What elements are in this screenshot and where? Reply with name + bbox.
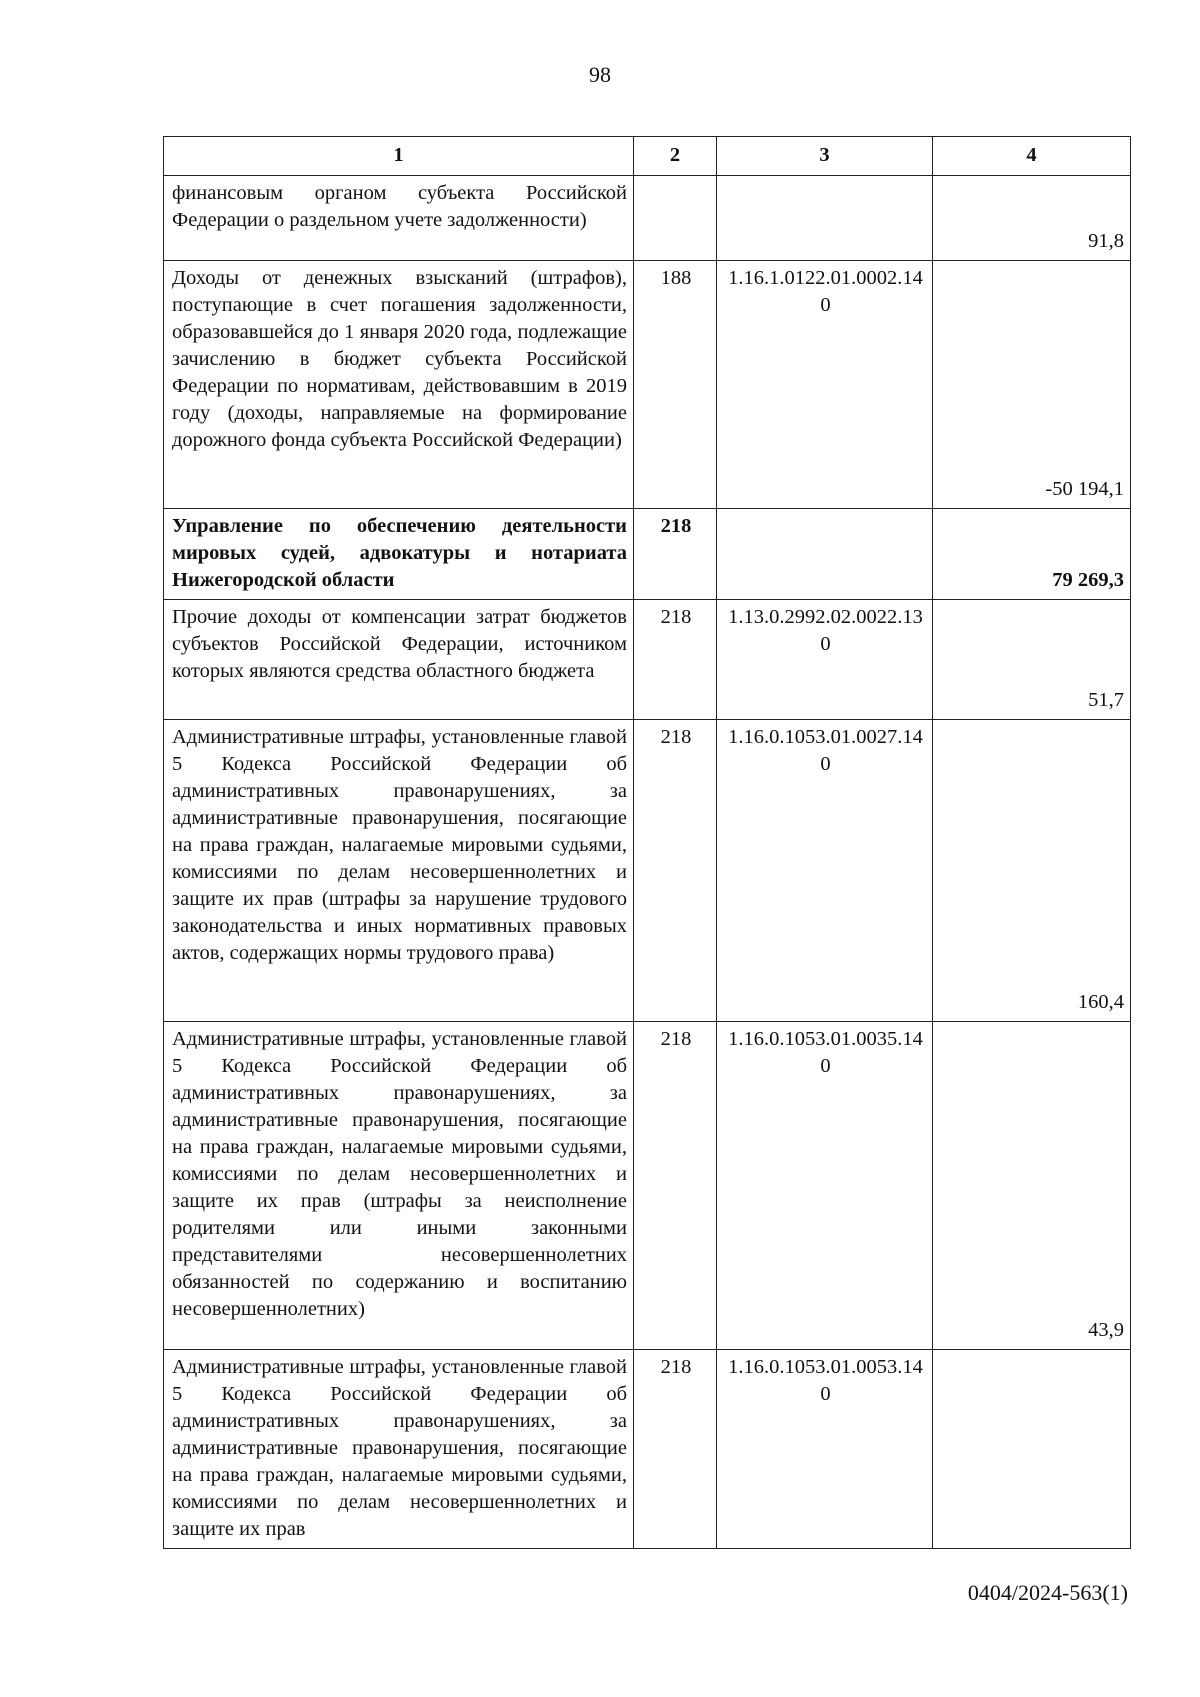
row-description: финансовым органом субъекта Российской Федерации о раздельном учете задолженности) [164,176,634,261]
header-col-3: 3 [717,137,933,176]
table-row [164,1350,1131,1549]
row-amount: 43,9 [933,1022,1131,1350]
row-admin-code: 218 [634,1350,717,1549]
row-amount: 160,4 [933,720,1131,1022]
row-budget-code: 1.13.0.2992.02.0022.130 [717,600,933,720]
row-description: Административные штрафы, установленные главой 5 Кодекса Российской Федерации об административных правонарушениях, за административные правонарушения, посягающие на права граждан, налагаемые мировыми судьями, комиссиями по делам несовершеннолетних и защите их прав [164,1350,634,1549]
row-budget-code: 1.16.0.1053.01.0027.140 [717,720,933,1022]
row-budget-code [717,509,933,600]
row-budget-code [717,176,933,261]
row-description: Доходы от денежных взысканий (штрафов), поступающие в счет погашения задолженности, образовавшейся до 1 января 2020 года, подлежащие зачислению в бюджет субъекта Российской Федерации по нормативам, действовавшим в 2019 году (доходы, направляемые на формирование дорожного фонда субъекта Российской Федерации) [164,261,634,509]
table-row-section [164,509,1131,600]
row-budget-code: 1.16.1.0122.01.0002.140 [717,261,933,509]
header-col-4: 4 [933,137,1131,176]
row-admin-code: 218 [634,720,717,1022]
table-row [164,1022,1131,1350]
row-admin-code: 218 [634,600,717,720]
row-description: Прочие доходы от компенсации затрат бюджетов субъектов Российской Федерации, источником которых являются средства областного бюджета [164,600,634,720]
row-budget-code: 1.16.0.1053.01.0035.140 [717,1022,933,1350]
row-admin-code: 218 [634,1022,717,1350]
row-admin-code: 218 [634,509,717,600]
header-col-2: 2 [634,137,717,176]
table-header-row [164,137,1131,176]
row-admin-code: 188 [634,261,717,509]
table-row [164,720,1131,1022]
row-amount: 51,7 [933,600,1131,720]
row-amount: -50 194,1 [933,261,1131,509]
row-description: Административные штрафы, установленные главой 5 Кодекса Российской Федерации об административных правонарушениях, за административные правонарушения, посягающие на права граждан, налагаемые мировыми судьями, комиссиями по делам несовершеннолетних и защите их прав (штрафы за нарушение трудового законодательства и иных нормативных правовых актов, содержащих нормы трудового права) [164,720,634,1022]
row-admin-code [634,176,717,261]
row-amount: 79 269,3 [933,509,1131,600]
page-number: 98 [589,62,611,87]
document-id: 0404/2024-563(1) [967,1580,1128,1605]
budget-table [163,136,1131,1549]
table-row [164,600,1131,720]
table-row [164,261,1131,509]
table-row [164,176,1131,261]
row-description: Административные штрафы, установленные главой 5 Кодекса Российской Федерации об административных правонарушениях, за административные правонарушения, посягающие на права граждан, налагаемые мировыми судьями, комиссиями по делам несовершеннолетних и защите их прав (штрафы за неисполнение родителями или иными законными представителями несовершеннолетних обязанностей по содержанию и воспитанию несовершеннолетних) [164,1022,634,1350]
row-amount [933,1350,1131,1549]
row-budget-code: 1.16.0.1053.01.0053.140 [717,1350,933,1549]
row-amount: 91,8 [933,176,1131,261]
row-description: Управление по обеспечению деятельности мировых судей, адвокатуры и нотариата Нижегородской области [164,509,634,600]
header-col-1: 1 [164,137,634,176]
